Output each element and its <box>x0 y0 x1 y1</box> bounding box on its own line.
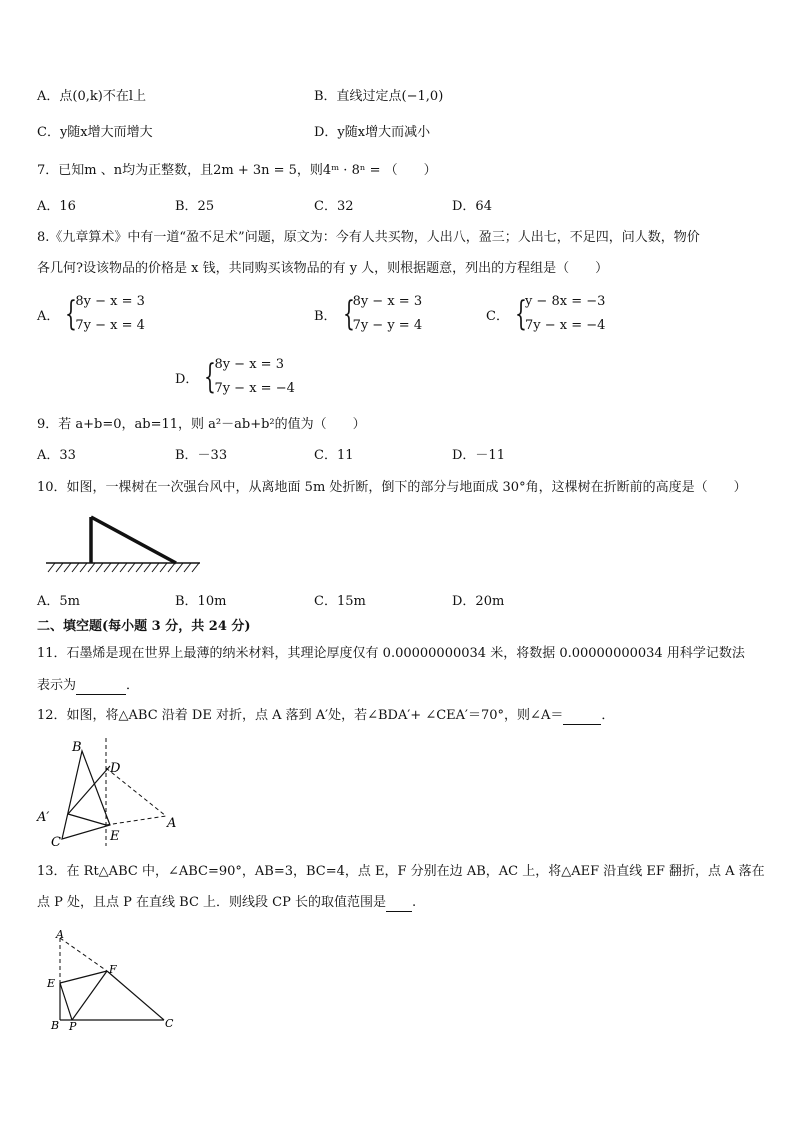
q7-option-b: B．25 <box>175 199 215 214</box>
q8-option-d <box>175 353 295 401</box>
section-heading-fill-in: 二、填空题(每小题 3 分，共 24 分) <box>37 619 251 634</box>
q6-option-b: B．直线过定点(−1,0) <box>314 89 444 104</box>
equation: 7y − x = −4 <box>524 318 606 333</box>
equation: 7y − y = 4 <box>352 318 423 333</box>
brace-glyph: { <box>65 294 78 334</box>
triangle-abc <box>62 751 110 839</box>
q6-option-c: C．y随x增大而增大 <box>37 125 153 140</box>
label-c: C <box>51 835 61 848</box>
option-label: A． <box>37 308 60 324</box>
q11-suffix: ． <box>126 678 140 693</box>
q6-option-d: D．y随x增大而减小 <box>314 125 431 140</box>
q12-answer-blank[interactable] <box>563 710 601 725</box>
q8-option-b <box>314 290 422 338</box>
q8-option-a <box>37 290 145 338</box>
q12-prefix: 12．如图，将△ABC 沿着 DE 对折，点 A 落到 A′处，若∠BDA′+ ∠CEA′＝70°，则∠A＝ <box>37 708 564 723</box>
segment-af-dashed <box>60 938 107 971</box>
label-a-prime: A′ <box>37 810 50 825</box>
segment-a1e <box>68 814 106 825</box>
q13-stem-line2 <box>37 894 416 912</box>
label-f: F <box>109 963 117 976</box>
q7-option-c: C．32 <box>314 199 354 214</box>
brace-glyph: { <box>342 294 355 334</box>
segment-fc <box>107 971 164 1020</box>
q10-stem: 10．如图，一棵树在一次强台风中，从离地面 5m 处折断，倒下的部分与地面成 30°角，这棵树在折断前的高度是（ ） <box>37 480 747 495</box>
label-e: E <box>110 829 120 844</box>
q10-broken-tree-figure <box>44 512 204 574</box>
q13-stem-line1: 13．在 Rt△ABC 中，∠ABC=90°，AB=3，BC=4，点 E，F 分别在边 AB，AC 上，将△AEF 沿直线 EF 翻折，点 A 落在 <box>37 864 765 879</box>
q8-stem-line1: 8.《九章算术》中有一道“盈不足术”问题，原文为：今有人共买物，人出八，盈三；人出七，不足四，问人数，物价 <box>37 230 700 245</box>
label-b: B <box>72 740 82 755</box>
label-e: E <box>47 977 56 990</box>
q7-option-d: D．64 <box>452 199 492 214</box>
segment-ea-dashed <box>106 816 166 825</box>
option-label: C． <box>486 308 509 324</box>
q11-stem-line2 <box>37 677 139 695</box>
equation: 8y − x = 3 <box>75 294 145 309</box>
q10-option-d: D．20m <box>452 594 505 609</box>
q10-option-a: A．5m <box>37 594 80 609</box>
q13-fold-triangle-figure <box>44 926 179 1034</box>
label-c: C <box>165 1017 174 1030</box>
label-d: D <box>110 761 121 776</box>
label-p: P <box>69 1020 77 1033</box>
q11-answer-blank[interactable] <box>76 680 126 695</box>
q12-suffix: ． <box>601 708 615 723</box>
q12-stem <box>37 707 614 725</box>
q9-option-a: A．33 <box>37 448 76 463</box>
q12-fold-triangle-figure <box>34 736 184 848</box>
q9-option-c: C．11 <box>314 448 354 463</box>
option-label: B． <box>314 308 337 324</box>
equation: 8y − x = 3 <box>352 294 423 309</box>
q9-option-d: D．－11 <box>452 448 505 463</box>
q10-option-c: C．15m <box>314 594 366 609</box>
equation: y − 8x = −3 <box>524 294 606 309</box>
q11-prefix: 表示为 <box>37 678 77 693</box>
option-label: D． <box>175 371 199 387</box>
q13-prefix: 点 P 处，且点 P 在直线 BC 上．则线段 CP 长的取值范围是 <box>37 895 386 910</box>
brace-glyph: { <box>514 294 527 334</box>
q13-suffix: . <box>412 895 417 910</box>
q8-option-c <box>486 290 605 338</box>
q6-option-a: A．点(0,k)不在l上 <box>37 89 146 104</box>
q13-answer-blank[interactable] <box>386 897 412 912</box>
brace-glyph: { <box>204 357 217 397</box>
q10-option-b: B．10m <box>175 594 227 609</box>
tree-fallen-part <box>91 517 176 563</box>
ground-hatching <box>48 563 199 572</box>
equation: 7y − x = 4 <box>75 318 145 333</box>
q9-option-b: B．－33 <box>175 448 228 463</box>
label-a: A <box>56 928 64 941</box>
equation: 8y − x = 3 <box>214 357 284 372</box>
label-a: A <box>167 816 177 831</box>
q11-stem-line1: 11．石墨烯是现在世界上最薄的纳米材料，其理论厚度仅有 0.00000000034 米，将数据 0.00000000034 用科学记数法 <box>37 646 745 661</box>
q9-stem: 9．若 a+b=0，ab=11，则 a²－ab+b²的值为（ ） <box>37 417 366 432</box>
equation: 7y − x = −4 <box>214 381 295 396</box>
q7-option-a: A．16 <box>37 199 76 214</box>
q8-stem-line2: 各几何?设该物品的价格是 x 钱，共同购买该物品的有 y 人，则根据题意，列出的方程组是（ ） <box>37 261 609 276</box>
label-b: B <box>51 1019 60 1032</box>
q7-stem: 7．已知m 、n均为正整数，且2m + 3n = 5，则4ᵐ · 8ⁿ = （ ） <box>37 163 437 178</box>
segment-ep <box>60 983 72 1020</box>
